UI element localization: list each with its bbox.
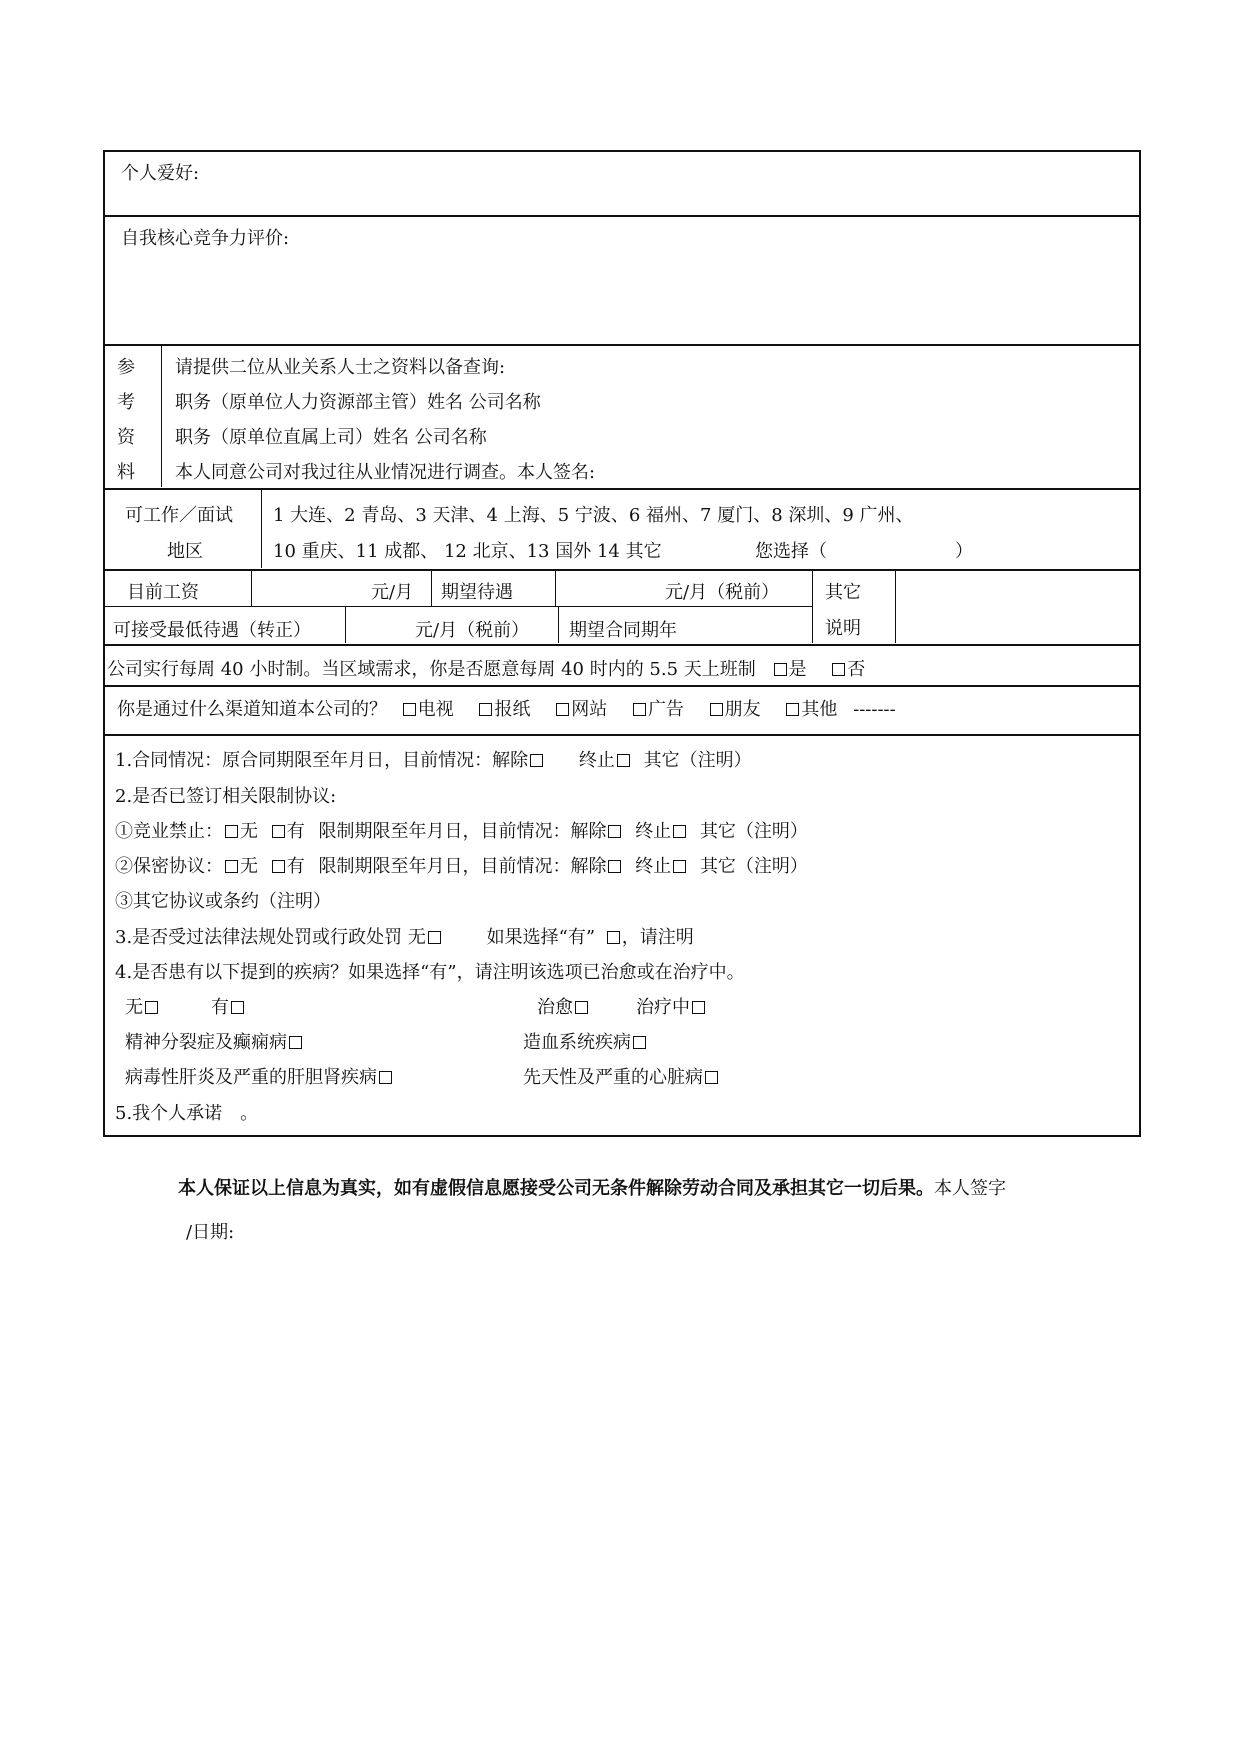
liver-disease-label: 病毒性肝炎及严重的肝胆肾疾病 [125,1067,377,1088]
declaration-date-label: /日期: [186,1222,235,1243]
references-side-label [117,350,135,490]
disease-none-checkbox[interactable] [145,1001,158,1014]
work-location-choice-label: 您选择（ [755,541,827,562]
reference-line: 请提供二位从业关系人士之资料以备查询: [175,357,506,378]
other-note-label: 其它（注明） [643,750,752,771]
end-checkbox[interactable] [617,754,630,767]
noncompete-term-text: 限制期限至年月日，目前情况：解除 [318,821,607,842]
side-char: 参 [117,357,135,378]
noncompete-has-checkbox[interactable] [272,825,285,838]
penalty-question: 3.是否受过法律法规处罚或行政处罚 无 [115,927,426,948]
work-location-options-1: 1 大连、2 青岛、3 天津、4 上海、5 宁波、6 福州、7 厦门、8 深圳、9 广州、 [273,505,914,526]
penalty-note: ，请注明 [621,927,694,948]
channel-newspaper-checkbox[interactable] [479,703,492,716]
column-divider [431,571,432,606]
work-location-label-1: 可工作／面试 [125,505,233,526]
penalty-row [115,927,694,949]
expected-salary-unit: 元/月（税前） [665,582,780,603]
column-divider [895,571,896,643]
noncompete-label: ①竞业禁止： [115,821,223,842]
blood-disease-checkbox[interactable] [633,1036,646,1049]
workweek-no-checkbox[interactable] [832,663,845,676]
column-divider [251,571,252,606]
disease-has-option [211,997,246,1019]
confidentiality-end-checkbox[interactable] [673,860,686,873]
declaration [178,1178,1006,1200]
disease-blood-option [523,1032,648,1054]
none-label: 无 [240,821,258,842]
disease-mental-option [125,1032,304,1054]
channel-option: 网站 [571,699,608,720]
disease-liver-option [125,1067,394,1089]
mental-illness-label: 精神分裂症及癫痫病 [125,1032,287,1053]
contract-term-label: 期望合同期年 [569,620,677,641]
heart-disease-label: 先天性及严重的心脏病 [523,1067,703,1088]
channel-option: 朋友 [724,699,761,720]
liver-disease-checkbox[interactable] [379,1071,392,1084]
declaration-signature-label: 本人签字 [934,1178,1006,1199]
workweek-yes-label: 是 [788,659,807,680]
workweek-yes-checkbox[interactable] [774,663,787,676]
divider [105,215,1139,217]
other-notes-label-1: 其它 [825,582,861,603]
treating-label: 治疗中 [636,997,690,1018]
end-label: 终止 [578,750,615,771]
channel-other-checkbox[interactable] [786,703,799,716]
column-divider [161,346,162,487]
workweek-question [107,659,865,681]
noncompete-terminate-checkbox[interactable] [608,825,621,838]
self-eval-label: 自我核心竞争力评价: [121,228,290,249]
penalty-if-yes: 如果选择“有” [486,927,596,948]
terminate-checkbox[interactable] [530,754,543,767]
divider [105,344,1139,346]
disease-treating-checkbox[interactable] [692,1001,705,1014]
disease-cured-option [537,997,590,1019]
contract-status-row [115,750,752,772]
channel-ad-checkbox[interactable] [633,703,646,716]
channel-website-checkbox[interactable] [556,703,569,716]
workweek-text: 公司实行每周 40 小时制。当区域需求，你是否愿意每周 40 时内的 5.5 天上班制 [107,659,756,680]
confidentiality-term-text: 限制期限至年月日，目前情况：解除 [318,856,607,877]
personal-commitment: 5.我个人承诺 。 [115,1103,259,1124]
confidentiality-has-checkbox[interactable] [272,860,285,873]
divider [105,569,1139,571]
min-salary-label: 可接受最低待遇（转正） [113,620,311,641]
disease-none-option [125,997,160,1019]
divider [105,685,1139,687]
column-divider [345,607,346,643]
noncompete-row [115,821,808,843]
channel-option: 电视 [417,699,454,720]
other-note-label: 其它（注明） [699,821,808,842]
mental-illness-checkbox[interactable] [289,1036,302,1049]
workweek-no-label: 否 [847,659,866,680]
side-char: 资 [117,427,135,448]
side-char: 料 [117,462,135,483]
column-divider [558,607,559,643]
divider [105,644,1139,646]
channel-friend-checkbox[interactable] [710,703,723,716]
hobbies-label: 个人爱好: [121,163,200,184]
disease-treating-option [636,997,707,1019]
application-form [103,150,1141,1137]
channel-tv-checkbox[interactable] [403,703,416,716]
end-label: 终止 [635,821,672,842]
channel-question: 你是通过什么渠道知道本公司的？ [117,699,387,720]
other-agreements: ③其它协议或条约（注明） [115,891,331,912]
channel-question-row [117,699,896,721]
channel-option: 报纸 [494,699,531,720]
other-note-label: 其它（注明） [699,856,808,877]
disease-cured-checkbox[interactable] [575,1001,588,1014]
channel-other-blank: ------- [853,699,896,720]
side-char: 考 [117,392,135,413]
confidentiality-terminate-checkbox[interactable] [608,860,621,873]
declaration-bold: 本人保证以上信息为真实，如有虚假信息愿接受公司无条件解除劳动合同及承担其它一切后果。 [178,1178,934,1199]
disease-has-checkbox[interactable] [231,1001,244,1014]
channel-option: 其他 [801,699,838,720]
work-location-choice-close: ） [955,541,973,562]
channel-option: 广告 [647,699,684,720]
confidentiality-row [115,856,808,878]
work-location-label-2: 地区 [167,541,203,562]
cured-label: 治愈 [537,997,573,1018]
confidentiality-none-checkbox[interactable] [225,860,238,873]
other-notes-label-2: 说明 [825,618,861,639]
contract-status-text: 1.合同情况：原合同期限至年月日，目前情况：解除 [115,750,529,771]
references-lines [175,350,595,490]
divider [105,734,1139,736]
heart-disease-checkbox[interactable] [705,1071,718,1084]
has-label: 有 [286,856,305,877]
confidentiality-label: ②保密协议： [115,856,223,877]
none-label: 无 [240,856,258,877]
end-label: 终止 [635,856,672,877]
reference-line: 职务（原单位人力资源部主管）姓名 公司名称 [175,392,541,413]
row-divider [105,606,812,607]
has-label: 有 [286,821,305,842]
blood-disease-label: 造血系统疾病 [523,1032,631,1053]
noncompete-none-checkbox[interactable] [225,825,238,838]
reference-line: 职务（原单位直属上司）姓名 公司名称 [175,427,487,448]
expected-salary-label: 期望待遇 [441,582,513,603]
none-label: 无 [125,997,143,1018]
penalty-has-checkbox[interactable] [607,931,620,944]
min-salary-unit: 元/月（税前） [415,620,530,641]
noncompete-end-checkbox[interactable] [673,825,686,838]
disease-heart-option [523,1067,720,1089]
disease-question: 4.是否患有以下提到的疾病？如果选择“有”，请注明该选项已治愈或在治疗中。 [115,962,745,983]
column-divider [812,571,813,643]
column-divider [261,490,262,568]
column-divider [555,571,556,606]
restriction-question: 2.是否已签订相关限制协议: [115,786,337,807]
work-location-options-2: 10 重庆、11 成都、 12 北京、13 国外 14 其它 [273,541,662,562]
current-salary-unit: 元/月 [371,582,414,603]
current-salary-label: 目前工资 [127,582,199,603]
reference-line: 本人同意公司对我过往从业情况进行调查。本人签名: [175,462,596,483]
has-label: 有 [211,997,229,1018]
penalty-none-checkbox[interactable] [428,931,441,944]
